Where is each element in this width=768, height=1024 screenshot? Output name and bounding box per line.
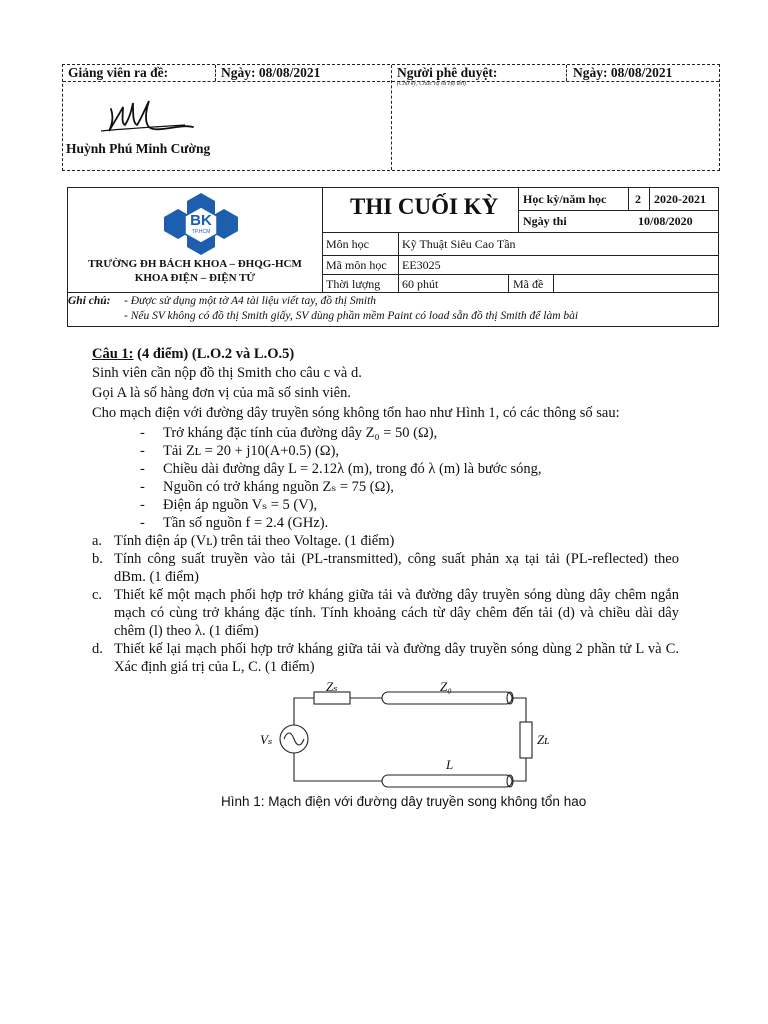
question-part bbox=[92, 640, 679, 676]
header-divider bbox=[323, 255, 718, 256]
duration-value: 60 phút bbox=[402, 277, 439, 291]
question-heading bbox=[92, 345, 294, 363]
exam-title: THI CUỐI KỲ bbox=[350, 194, 499, 219]
approval-col-line bbox=[566, 65, 567, 81]
exam-date-value: 10/08/2020 bbox=[638, 214, 693, 228]
wire bbox=[512, 698, 526, 722]
note-label: Ghi chú: bbox=[68, 295, 111, 307]
parameter-text: Điện áp nguồn Vₛ = 5 (V), bbox=[163, 497, 318, 513]
logo-text: BK bbox=[190, 212, 212, 229]
bullet-dash: - bbox=[140, 443, 145, 459]
figure-caption: Hình 1: Mạch điện với đường dây truyền song không tổn hao bbox=[221, 794, 587, 809]
parameter-text: Nguồn có trở kháng nguồn Zₛ = 75 (Ω), bbox=[163, 479, 394, 495]
parameter-text: Tải Zʟ = 20 + j10(A+0.5) (Ω), bbox=[163, 443, 340, 459]
wire bbox=[294, 698, 314, 725]
approver-date: Ngày: 08/08/2021 bbox=[573, 65, 673, 80]
l-label: L bbox=[446, 757, 454, 772]
exam-code-label: Mã đề bbox=[513, 277, 544, 291]
z0-label: Z₀ bbox=[440, 679, 452, 694]
semester-label: Học kỳ/năm học bbox=[523, 192, 607, 206]
approval-box bbox=[62, 64, 720, 171]
header-divider bbox=[323, 232, 718, 233]
question-part bbox=[92, 532, 679, 550]
question-line: Gọi A là số hàng đơn vị của mã số sinh viên. bbox=[92, 385, 351, 401]
bullet-dash: - bbox=[140, 497, 145, 513]
bullet-dash: - bbox=[140, 461, 145, 477]
lecturer-name: Huỳnh Phú Minh Cường bbox=[66, 141, 211, 156]
approval-center-line bbox=[391, 65, 392, 170]
part-letter: a. bbox=[92, 533, 103, 549]
lecturer-label: Giảng viên ra đề: bbox=[68, 65, 169, 80]
note-line: - Được sử dụng một tờ A4 tài liệu viết tay, đồ thị Smith bbox=[124, 295, 377, 307]
zl-label: Zʟ bbox=[537, 732, 550, 747]
exam-header bbox=[67, 187, 719, 327]
duration-label: Thời lượng bbox=[326, 277, 381, 291]
header-divider bbox=[553, 275, 554, 292]
year-value: 2020-2021 bbox=[654, 192, 706, 206]
parameter-text: Trở kháng đặc tính của đường dây Z₀ = 50 (Ω), bbox=[163, 425, 438, 441]
part-letter: d. bbox=[92, 641, 103, 657]
subject-label: Môn học bbox=[326, 237, 369, 251]
header-divider bbox=[68, 292, 718, 293]
bullet-dash: - bbox=[140, 479, 145, 495]
subject-value: Kỹ Thuật Siêu Cao Tần bbox=[402, 237, 516, 251]
approver-label: Người phê duyệt: bbox=[397, 65, 498, 80]
part-text: Thiết kế lại mạch phối hợp trở kháng giữa tải và đường dây truyền sóng dùng 2 phần tử L và C. Xác định giá trị của L, C. (1 điểm) bbox=[114, 641, 679, 675]
part-letter: b. bbox=[92, 551, 103, 567]
question-parts bbox=[92, 532, 679, 676]
part-letter: c. bbox=[92, 587, 103, 603]
lecturer-date: Ngày: 08/08/2021 bbox=[221, 65, 321, 80]
question-number: Câu 1: bbox=[92, 346, 134, 362]
header-divider bbox=[323, 274, 718, 275]
header-divider bbox=[508, 275, 509, 292]
header-divider bbox=[398, 233, 399, 292]
zl-resistor bbox=[520, 722, 532, 758]
header-divider bbox=[519, 210, 718, 211]
sine-wave bbox=[284, 733, 304, 745]
zs-label: Zₛ bbox=[326, 679, 338, 694]
question-line: Sinh viên cần nộp đồ thị Smith cho câu c và d. bbox=[92, 365, 362, 381]
bullet-dash: - bbox=[140, 425, 145, 441]
question-points: (4 điểm) (L.O.2 và L.O.5) bbox=[137, 346, 295, 362]
wire bbox=[294, 753, 382, 781]
code-label: Mã môn học bbox=[326, 258, 387, 272]
faculty-name: KHOA ĐIỆN – ĐIỆN TỬ bbox=[134, 272, 256, 284]
parameter-text: Tần số nguồn f = 2.4 (GHz). bbox=[163, 515, 329, 531]
approver-note: (Chữ ký, Chức vụ và Họ tên) bbox=[397, 81, 467, 87]
part-text: Tính công suất truyền vào tải (PL-transmitted), công suất phản xạ tại tải (PL-reflected) theo dBm. (1 điểm) bbox=[114, 551, 679, 585]
question-line: Cho mạch điện với đường dây truyền sóng không tổn hao như Hình 1, có các thông số sau: bbox=[92, 405, 620, 421]
note-line: - Nếu SV không có đồ thị Smith giấy, SV dùng phần mềm Paint có load sẵn đồ thị Smith để làm bài bbox=[124, 310, 579, 322]
semester-value: 2 bbox=[635, 192, 641, 206]
header-divider bbox=[322, 188, 323, 292]
wire bbox=[512, 758, 526, 781]
question-part bbox=[92, 550, 679, 586]
signature bbox=[93, 93, 203, 141]
l-transmission-line bbox=[382, 775, 512, 787]
logo-subtext: TP.HCM bbox=[191, 229, 211, 235]
header-divider bbox=[649, 188, 650, 210]
exam-date-label: Ngày thi bbox=[523, 214, 567, 228]
vs-label: Vₛ bbox=[260, 732, 273, 747]
header-divider bbox=[628, 188, 629, 210]
question-part bbox=[92, 586, 679, 640]
circuit-figure bbox=[250, 675, 570, 790]
part-text: Tính điện áp (Vʟ) trên tải theo Voltage. (1 điểm) bbox=[114, 533, 395, 549]
bullet-dash: - bbox=[140, 515, 145, 531]
school-name: TRƯỜNG ĐH BÁCH KHOA – ĐHQG-HCM bbox=[88, 258, 302, 270]
approval-col-line bbox=[215, 65, 216, 81]
part-text: Thiết kế một mạch phối hợp trở kháng giữa tải và đường dây truyền sóng dùng dây chêm ngắn mạch có cùng trở kháng đặc tính. Tính khoảng cách từ dây chêm đến tải (d) và chiều dài dây chêm (l) theo λ. (1 điểm) bbox=[114, 587, 679, 639]
parameter-text: Chiều dài đường dây L = 2.12λ (m), trong đó λ (m) là bước sóng, bbox=[163, 461, 542, 477]
code-value: EE3025 bbox=[402, 258, 441, 272]
